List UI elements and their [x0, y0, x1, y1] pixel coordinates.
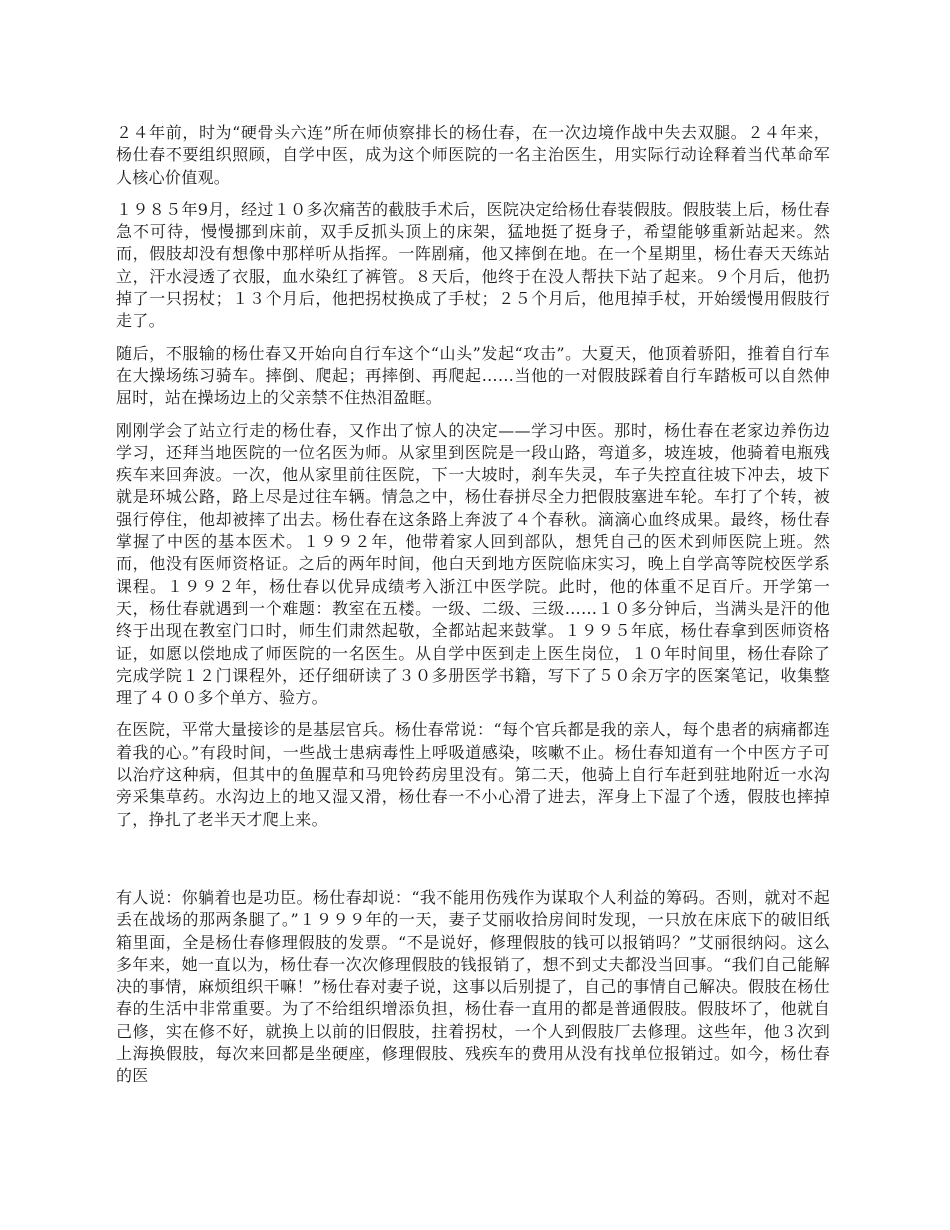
paragraph-1985-prosthesis: １９８５年9月，经过１０多次痛苦的截肢手术后，医院决定给杨仕春装假肢。假肢装上后，杨仕春急不可待，慢慢挪到床前，双手反抓头顶上的床架，猛地挺了挺身子，希望能够重新站起来。然而，假肢却没有想像中那样听从指挥。一阵剧痛，他又摔倒在地。在一个星期里，杨仕春天天练站立，汗水浸透了衣服，血水染红了裤管。８天后，他终于在没人帮扶下站了起来。９个月后，他扔掉了一只拐杖；１３个月后，他把拐杖换成了手杖；２５个月后，他甩掉手杖，开始缓慢用假肢行走了。: [116, 199, 830, 331]
paragraph-gap-large: [116, 831, 830, 887]
document-body: [116, 122, 830, 1088]
paragraph-study-medicine: 刚刚学会了站立行走的杨仕春，又作出了惊人的决定——学习中医。那时，杨仕春在老家边养伤边学习，还拜当地医院的一位名医为师。从家里到医院是一段山路，弯道多，坡连坡，他骑着电瓶残疾车来回奔波。一次，他从家里前往医院，下一大坡时，刹车失灵，车子失控直往坡下冲去，坡下就是环城公路，路上尽是过往车辆。情急之中，杨仕春拼尽全力把假肢塞进车轮。车打了个转，被强行停住，他却被摔了出去。杨仕春在这条路上奔波了４个春秋。滴滴心血终成果。最终，杨仕春掌握了中医的基本医术。１９９２年，他带着家人回到部队，想凭自己的医术到师医院上班。然而，他没有医师资格证。之后的两年时间，他白天到地方医院临床实习，晚上自学高等院校医学系课程。１９９２年，杨仕春以优异成绩考入浙江中医学院。此时，他的体重不足百斤。开学第一天，杨仕春就遇到一个难题：教室在五楼。一级、二级、三级……１０多分钟后，当满头是汗的他终于出现在教室门口时，师生们肃然起敬，全都站起来鼓掌。１９９５年底，杨仕春拿到医师资格证，如愿以偿地成了师医院的一名医生。从自学中医到走上医生岗位，１０年时间里，杨仕春除了完成学院１２门课程外，还仔细研读了３０多册医学书籍，写下了５０余万字的医案笔记，收集整理了４００多个单方、验方。: [116, 420, 830, 708]
paragraph-self-reliance: 有人说：你躺着也是功臣。杨仕春却说：“我不能用伤残作为谋取个人利益的筹码。否则，就对不起丢在战场的那两条腿了。”１９９９年的一天，妻子艾丽收拾房间时发现，一只放在床底下的破旧纸箱里面，全是杨仕春修理假肢的发票。“不是说好，修理假肢的钱可以报销吗？”艾丽很纳闷。这么多年来，她一直以为，杨仕春一次次修理假肢的钱报销了，想不到丈夫都没当回事。“我们自己能解决的事情，麻烦组织干嘛！”杨仕春对妻子说，这事以后别提了，自己的事情自己解决。假肢在杨仕春的生活中非常重要。为了不给组织增添负担，杨仕春一直用的都是普通假肢。假肢坏了，他就自己修，实在修不好，就换上以前的旧假肢，拄着拐杖，一个人到假肢厂去修理。这些年，他３次到上海换假肢，每次来回都是坐硬座，修理假肢、残疾车的费用从没有找单位报销过。如今，杨仕春的医: [116, 887, 830, 1086]
paragraph-gap: [116, 333, 830, 343]
paragraph-gap: [116, 189, 830, 199]
paragraph-bicycle: 随后，不服输的杨仕春又开始向自行车这个“山头”发起“攻击”。大夏天，他顶着骄阳，推着自行车在大操场练习骑车。摔倒、爬起；再摔倒、再爬起……当他的一对假肢踩着自行车踏板可以自然伸屈时，站在操场边上的父亲禁不住热泪盈眶。: [116, 343, 830, 408]
paragraph-hospital: 在医院，平常大量接诊的是基层官兵。杨仕春常说：“每个官兵都是我的亲人，每个患者的病痛都连着我的心。”有段时间，一些战士患病毒性上呼吸道感染，咳嗽不止。杨仕春知道有一个中医方子可以治疗这种病，但其中的鱼腥草和马兜铃药房里没有。第二天，他骑上自行车赶到驻地附近一水沟旁采集草药。水沟边上的地又湿又滑，杨仕春一不小心滑了进去，浑身上下湿了个透，假肢也摔掉了，挣扎了老半天才爬上来。: [116, 720, 830, 829]
paragraph-intro: ２４年前，时为“硬骨头六连”所在师侦察排长的杨仕春，在一次边境作战中失去双腿。２４年来，杨仕春不要组织照顾，自学中医，成为这个师医院的一名主治医生，用实际行动诠释着当代革命军人核心价值观。: [116, 123, 830, 187]
paragraph-gap: [116, 709, 830, 719]
paragraph-gap: [116, 410, 830, 420]
